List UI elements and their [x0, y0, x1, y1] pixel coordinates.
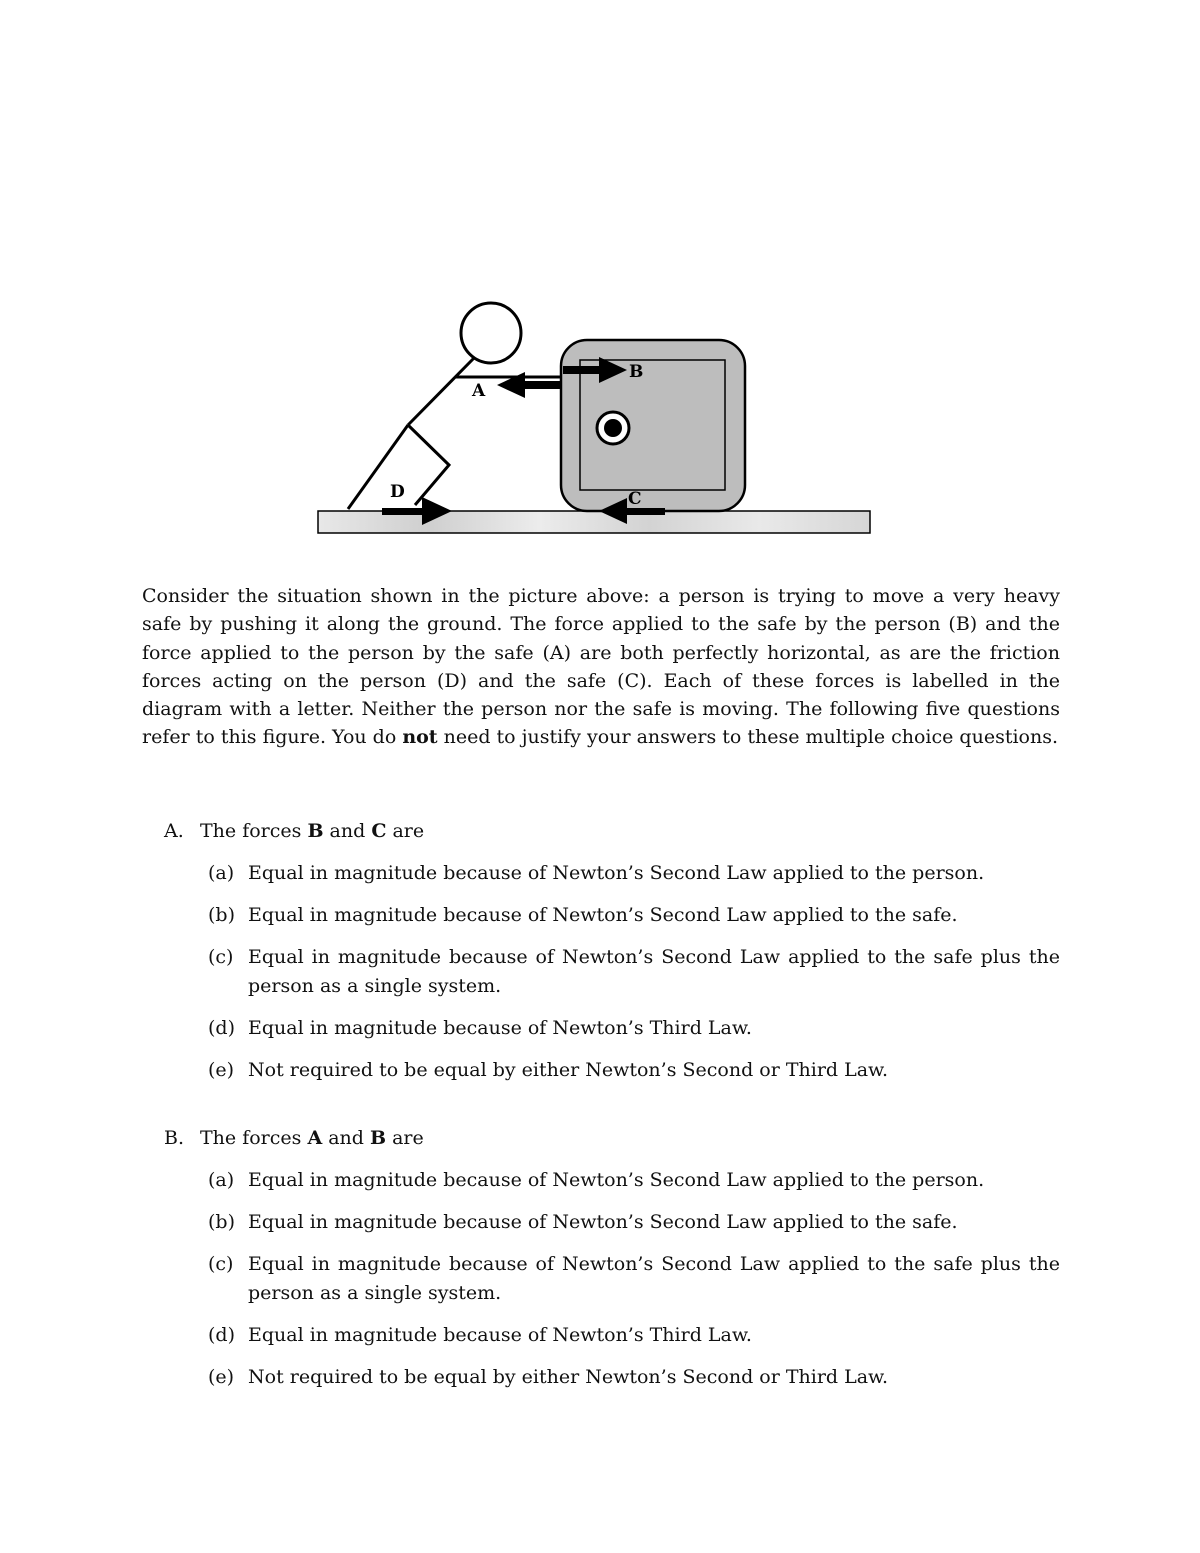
- stem-force-1: A: [307, 1127, 323, 1149]
- stem-text: and: [322, 1127, 370, 1149]
- option-letter: (b): [208, 904, 235, 926]
- option-e: [164, 1363, 1060, 1392]
- stem-text: and: [323, 820, 372, 842]
- question-letter: B.: [164, 1127, 185, 1149]
- option-list: [164, 1166, 1060, 1391]
- option-letter: (e): [208, 1365, 235, 1388]
- option-letter: (d): [208, 1323, 235, 1346]
- option-d: [164, 1321, 1060, 1350]
- option-letter: (c): [208, 1253, 234, 1275]
- option-a: [164, 859, 1060, 888]
- option-text: Equal in magnitude because of Newton’s Second Law applied to the safe.: [248, 904, 958, 926]
- label-c: C: [628, 489, 642, 509]
- option-a: [164, 1166, 1060, 1195]
- option-letter: (e): [208, 1058, 235, 1081]
- option-b: [164, 901, 1060, 930]
- option-list: [164, 859, 1060, 1084]
- option-letter: (c): [208, 946, 234, 968]
- option-letter: (b): [208, 1211, 235, 1233]
- intro-paragraph: [142, 582, 1060, 752]
- intro-text-2: need to justify your answers to these multiple choice questions.: [437, 726, 1059, 749]
- stem-force-2: C: [371, 820, 387, 842]
- intro-text-1: Consider the situation shown in the picture above: a person is trying to move a very heavy safe by pushing it along the ground. The force applied to the safe by the person (B) and the force applied to the person by the safe (A) are both perfectly horizontal, as are the friction forces acting on the person (D) and the safe (C). Each of these forces is labelled in the diagram with a letter. Neither the person nor the safe is moving. The following five questions refer to this figure. You do: [142, 585, 1060, 749]
- option-letter: (d): [208, 1016, 235, 1039]
- option-text: Equal in magnitude because of Newton’s Second Law applied to the safe plus the person as a single system.: [248, 1253, 1060, 1304]
- option-text: Equal in magnitude because of Newton’s Second Law applied to the safe.: [248, 1211, 958, 1233]
- option-letter: (a): [208, 862, 235, 884]
- stem-text: are: [386, 1127, 424, 1149]
- intro-bold-not: not: [402, 726, 438, 749]
- option-e: [164, 1056, 1060, 1085]
- option-text: Equal in magnitude because of Newton’s Third Law.: [248, 1323, 752, 1346]
- force-diagram: [0, 0, 1200, 560]
- question-a: [164, 817, 1060, 1098]
- person: [348, 303, 561, 509]
- stem-text: are: [386, 820, 425, 842]
- safe: [561, 340, 745, 511]
- label-a: A: [472, 381, 486, 401]
- option-text: Not required to be equal by either Newton’s Second or Third Law.: [248, 1058, 889, 1081]
- option-text: Equal in magnitude because of Newton’s Second Law applied to the person.: [248, 1169, 985, 1191]
- option-b: [164, 1208, 1060, 1237]
- option-d: [164, 1014, 1060, 1043]
- question-letter: A.: [164, 820, 184, 842]
- question-stem: [164, 1124, 1060, 1152]
- option-c: [164, 943, 1060, 1000]
- person-head: [461, 303, 521, 363]
- option-text: Equal in magnitude because of Newton’s Third Law.: [248, 1016, 752, 1039]
- option-text: Not required to be equal by either Newton’s Second or Third Law.: [248, 1365, 889, 1388]
- stem-force-1: B: [307, 820, 324, 842]
- option-text: Equal in magnitude because of Newton’s Second Law applied to the person.: [248, 862, 985, 884]
- stem-text: The forces: [200, 1127, 308, 1149]
- option-text: Equal in magnitude because of Newton’s Second Law applied to the safe plus the person as a single system.: [248, 946, 1060, 997]
- question-b: [164, 1124, 1060, 1405]
- label-b: B: [629, 362, 644, 382]
- label-d: D: [390, 482, 405, 502]
- stem-text: The forces: [200, 820, 308, 842]
- stem-force-2: B: [370, 1127, 387, 1149]
- question-stem: [164, 817, 1060, 845]
- option-letter: (a): [208, 1169, 235, 1191]
- option-c: [164, 1250, 1060, 1307]
